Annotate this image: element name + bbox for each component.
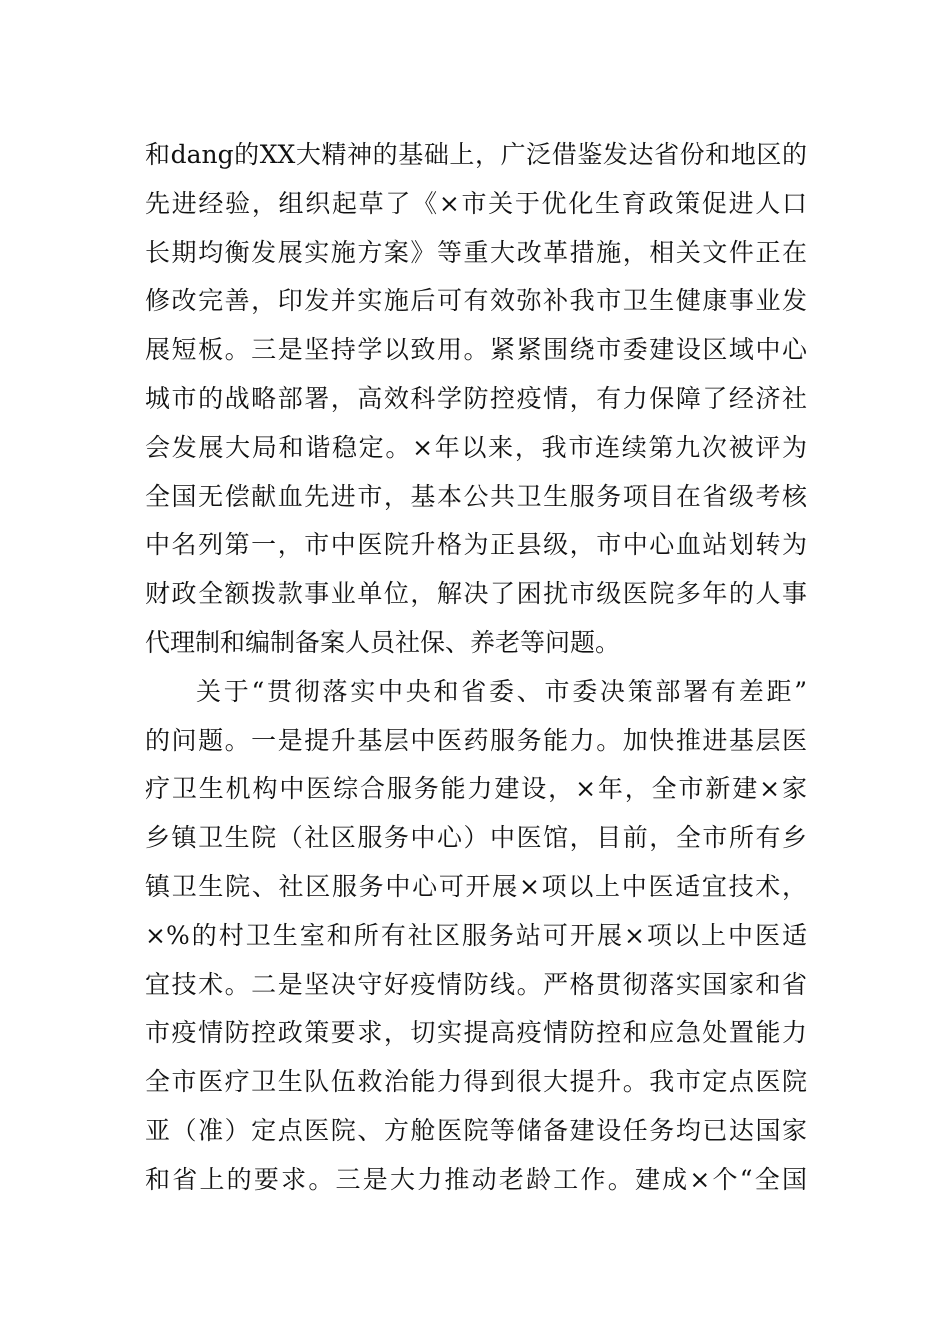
text-line: 代理制和编制备案人员社保、养老等问题。	[145, 627, 621, 657]
text-line: 全国无偿献血先进市，基本公共卫生服务项目在省级考核	[145, 481, 807, 511]
text-line: 关于“贯彻落实中央和省委、市委决策部署有差距”	[196, 676, 807, 706]
text-line: 疗卫生机构中医综合服务能力建设，×年，全市新建×家	[145, 774, 807, 804]
text-line: 财政全额拨款事业单位，解决了困扰市级医院多年的人事	[145, 579, 807, 609]
text-line: 和省上的要求。三是大力推动老龄工作。建成×个“全国	[145, 1164, 807, 1194]
text-line: ×%的村卫生室和所有社区服务站可开展×项以上中医适	[145, 920, 807, 950]
text-line: 镇卫生院、社区服务中心可开展×项以上中医适宜技术，	[145, 871, 807, 901]
text-line: 修改完善，印发并实施后可有效弥补我市卫生健康事业发	[145, 286, 807, 316]
paragraph-1	[145, 131, 807, 668]
text-line: 和dang的XX大精神的基础上，广泛借鉴发达省份和地区的	[145, 140, 807, 169]
text-line: 乡镇卫生院（社区服务中心）中医馆，目前，全市所有乡	[145, 823, 807, 853]
text-line: 亚（准）定点医院、方舱医院等储备建设任务均已达国家	[145, 1115, 807, 1145]
body-text	[145, 131, 807, 1205]
paragraph-2	[145, 668, 807, 1205]
text-line: 先进经验，组织起草了《×市关于优化生育政策促进人口	[145, 188, 807, 218]
text-line: 长期均衡发展实施方案》等重大改革措施，相关文件正在	[145, 237, 807, 267]
text-line: 宜技术。二是坚决守好疫情防线。严格贯彻落实国家和省	[145, 969, 807, 999]
text-line: 城市的战略部署，高效科学防控疫情，有力保障了经济社	[145, 383, 807, 413]
text-line: 全市医疗卫生队伍救治能力得到很大提升。我市定点医院	[145, 1067, 807, 1097]
text-line: 会发展大局和谐稳定。×年以来，我市连续第九次被评为	[145, 432, 807, 462]
text-line: 的问题。一是提升基层中医药服务能力。加快推进基层医	[145, 725, 807, 755]
text-line: 展短板。三是坚持学以致用。紧紧围绕市委建设区域中心	[145, 335, 807, 365]
text-line: 市疫情防控政策要求，切实提高疫情防控和应急处置能力	[145, 1018, 807, 1048]
text-line: 中名列第一，市中医院升格为正县级，市中心血站划转为	[145, 530, 807, 560]
